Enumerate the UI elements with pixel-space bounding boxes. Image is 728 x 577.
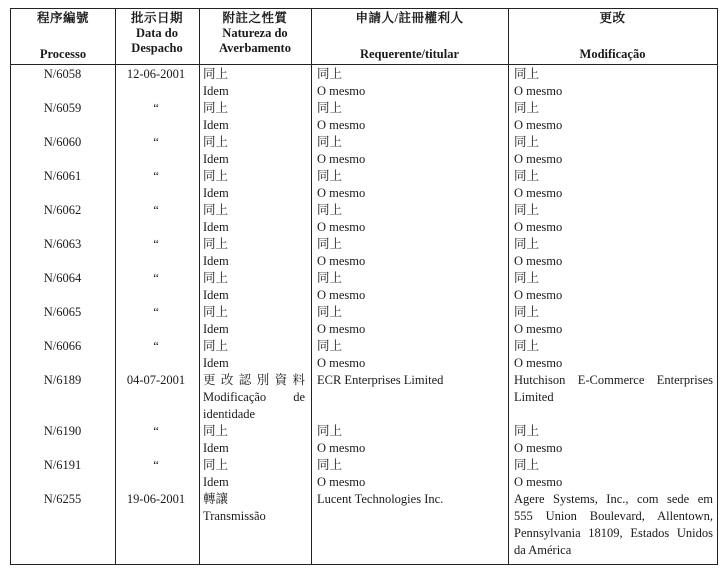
data-despacho-cell: “	[153, 458, 159, 472]
natureza-cell-line: 更改認別資料	[203, 373, 305, 387]
requerente-cell-line: O mesmo	[317, 118, 366, 132]
natureza-cell	[203, 338, 305, 372]
modificacao-cell-line: 同上	[514, 237, 540, 251]
requerente-cell-line: O mesmo	[317, 322, 366, 336]
natureza-cell-line: Transmissão	[203, 509, 266, 523]
processo-cell: N/6066	[43, 339, 82, 353]
table-row	[11, 270, 717, 304]
header-processo-zh: 程序編號	[36, 11, 89, 25]
modificacao-cell-line: O mesmo	[514, 322, 563, 336]
header-requerente-pt: Requerente/titular	[359, 47, 460, 61]
requerente-cell	[317, 134, 503, 168]
modificacao-cell	[514, 491, 713, 559]
requerente-cell-line: 同上	[317, 458, 343, 472]
requerente-cell-line: O mesmo	[317, 186, 366, 200]
data-despacho-cell: “	[153, 271, 159, 285]
modificacao-cell	[514, 338, 713, 372]
requerente-cell	[317, 338, 503, 372]
modificacao-cell-line: 同上	[514, 305, 540, 319]
requerente-cell-line: 同上	[317, 305, 343, 319]
data-despacho-cell: “	[153, 424, 159, 438]
natureza-cell-line: 同上	[203, 339, 229, 353]
table-row	[11, 372, 717, 423]
requerente-cell	[317, 423, 503, 457]
table-row	[11, 457, 717, 491]
data-despacho-cell: 12-06-2001	[126, 67, 186, 81]
natureza-cell-line: Idem	[203, 475, 229, 489]
processo-cell: N/6062	[43, 203, 82, 217]
modificacao-cell	[514, 304, 713, 338]
processo-cell: N/6058	[43, 67, 82, 81]
modificacao-cell-line: Hutchison E-Commerce Enterprises	[514, 373, 713, 387]
table-row	[11, 338, 717, 372]
natureza-cell-line: 同上	[203, 135, 229, 149]
data-despacho-cell: “	[153, 237, 159, 251]
header-modificacao	[508, 9, 717, 64]
natureza-cell-line: 同上	[203, 271, 229, 285]
modificacao-cell	[514, 134, 713, 168]
modificacao-cell-line: O mesmo	[514, 254, 563, 268]
requerente-cell-line: 同上	[317, 135, 343, 149]
data-despacho-cell: “	[153, 101, 159, 115]
modificacao-cell	[514, 423, 713, 457]
modificacao-cell-line: 同上	[514, 67, 540, 81]
requerente-cell	[317, 372, 503, 389]
natureza-cell-line: Idem	[203, 220, 229, 234]
table-row	[11, 491, 717, 559]
requerente-cell	[317, 66, 503, 100]
requerente-cell-line: 同上	[317, 203, 343, 217]
modificacao-cell-line: O mesmo	[514, 152, 563, 166]
table-row	[11, 423, 717, 457]
requerente-cell-line: 同上	[317, 101, 343, 115]
requerente-cell-line: O mesmo	[317, 84, 366, 98]
requerente-cell	[317, 168, 503, 202]
data-despacho-cell: 19-06-2001	[126, 492, 186, 506]
natureza-cell-line: 同上	[203, 424, 229, 438]
natureza-cell-line: identidade	[203, 407, 256, 421]
requerente-cell-line: 同上	[317, 237, 343, 251]
natureza-cell	[203, 168, 305, 202]
modificacao-cell	[514, 372, 713, 406]
requerente-cell-line: O mesmo	[317, 288, 366, 302]
natureza-cell-line: Idem	[203, 152, 229, 166]
processo-cell: N/6065	[43, 305, 82, 319]
modificacao-cell	[514, 66, 713, 100]
modificacao-cell-line: O mesmo	[514, 84, 563, 98]
modificacao-cell	[514, 100, 713, 134]
modificacao-cell-line: 同上	[514, 203, 540, 217]
processo-cell: N/6059	[43, 101, 82, 115]
header-data	[115, 9, 199, 64]
data-despacho-cell: “	[153, 339, 159, 353]
natureza-cell	[203, 202, 305, 236]
requerente-cell-line: 同上	[317, 339, 343, 353]
requerente-cell-line: 同上	[317, 169, 343, 183]
requerente-cell-line: 同上	[317, 67, 343, 81]
processo-cell: N/6191	[43, 458, 82, 472]
requerente-cell-line: O mesmo	[317, 254, 366, 268]
natureza-cell	[203, 66, 305, 100]
modificacao-cell-line: O mesmo	[514, 118, 563, 132]
natureza-cell-line: Idem	[203, 288, 229, 302]
modificacao-cell-line: O mesmo	[514, 441, 563, 455]
natureza-cell	[203, 304, 305, 338]
natureza-cell	[203, 134, 305, 168]
natureza-cell	[203, 100, 305, 134]
header-processo-pt: Processo	[39, 47, 87, 61]
natureza-cell	[203, 372, 305, 423]
requerente-cell	[317, 100, 503, 134]
modificacao-cell-line: O mesmo	[514, 220, 563, 234]
natureza-cell-line: 同上	[203, 67, 229, 81]
header-requerente	[311, 9, 508, 64]
modificacao-cell-line: 同上	[514, 271, 540, 285]
table-row	[11, 134, 717, 168]
modificacao-cell	[514, 236, 713, 270]
natureza-cell	[203, 236, 305, 270]
natureza-cell-line: 同上	[203, 305, 229, 319]
natureza-cell-line: Idem	[203, 118, 229, 132]
modificacao-cell-line: Limited	[514, 390, 554, 404]
modificacao-cell-line: 同上	[514, 101, 540, 115]
requerente-cell-line: ECR Enterprises Limited	[317, 373, 444, 387]
processo-cell: N/6190	[43, 424, 82, 438]
requerente-cell-line: O mesmo	[317, 441, 366, 455]
modificacao-cell	[514, 457, 713, 491]
modificacao-cell-line: Agere Systems, Inc., com sede em	[514, 492, 713, 506]
table-row	[11, 66, 717, 100]
header-divider	[11, 64, 717, 65]
registry-table	[10, 8, 718, 565]
requerente-cell-line: Lucent Technologies Inc.	[317, 492, 444, 506]
header-natureza-zh: 附註之性質	[222, 11, 288, 25]
natureza-cell-line: Modificação de	[203, 390, 305, 404]
natureza-cell-line: Idem	[203, 254, 229, 268]
table-row	[11, 100, 717, 134]
natureza-cell-line: 同上	[203, 203, 229, 217]
header-data-pt-1: Data do	[135, 26, 179, 40]
header-natureza-pt-2: Averbamento	[219, 41, 291, 55]
modificacao-cell-line: O mesmo	[514, 186, 563, 200]
header-requerente-zh: 申請人/註冊權利人	[355, 11, 464, 25]
header-data-pt-2: Despacho	[131, 41, 183, 55]
natureza-cell-line: 同上	[203, 169, 229, 183]
requerente-cell-line: 同上	[317, 424, 343, 438]
modificacao-cell	[514, 168, 713, 202]
natureza-cell-line: Idem	[203, 356, 229, 370]
requerente-cell-line: 同上	[317, 271, 343, 285]
modificacao-cell-line: da América	[514, 543, 572, 557]
natureza-cell	[203, 270, 305, 304]
data-despacho-cell: “	[153, 169, 159, 183]
modificacao-cell-line: 同上	[514, 135, 540, 149]
requerente-cell	[317, 270, 503, 304]
modificacao-cell-line: O mesmo	[514, 356, 563, 370]
modificacao-cell-line: 同上	[514, 458, 540, 472]
modificacao-cell-line: O mesmo	[514, 475, 563, 489]
natureza-cell-line: 同上	[203, 101, 229, 115]
requerente-cell-line: O mesmo	[317, 220, 366, 234]
natureza-cell-line: Idem	[203, 322, 229, 336]
modificacao-cell	[514, 270, 713, 304]
natureza-cell-line: Idem	[203, 84, 229, 98]
processo-cell: N/6061	[43, 169, 82, 183]
natureza-cell	[203, 457, 305, 491]
requerente-cell-line: O mesmo	[317, 475, 366, 489]
header-modificacao-pt: Modificação	[579, 47, 646, 61]
natureza-cell-line: 同上	[203, 458, 229, 472]
header-natureza	[199, 9, 311, 64]
data-despacho-cell: 04-07-2001	[126, 373, 186, 387]
natureza-cell-line: 同上	[203, 237, 229, 251]
table-row	[11, 304, 717, 338]
processo-cell: N/6189	[43, 373, 82, 387]
header-processo	[11, 9, 115, 64]
modificacao-cell	[514, 202, 713, 236]
table-row	[11, 236, 717, 270]
modificacao-cell-line: 同上	[514, 169, 540, 183]
requerente-cell-line: O mesmo	[317, 152, 366, 166]
natureza-cell-line: 轉讓	[203, 492, 229, 506]
natureza-cell-line: Idem	[203, 186, 229, 200]
table-row	[11, 168, 717, 202]
data-despacho-cell: “	[153, 135, 159, 149]
data-despacho-cell: “	[153, 203, 159, 217]
modificacao-cell-line: 同上	[514, 339, 540, 353]
header-modificacao-zh: 更改	[599, 11, 626, 25]
modificacao-cell-line: 同上	[514, 424, 540, 438]
table-body	[11, 66, 717, 559]
requerente-cell	[317, 304, 503, 338]
natureza-cell	[203, 491, 305, 525]
processo-cell: N/6255	[43, 492, 82, 506]
natureza-cell-line: Idem	[203, 441, 229, 455]
requerente-cell	[317, 202, 503, 236]
requerente-cell	[317, 236, 503, 270]
header-data-zh: 批示日期	[130, 11, 183, 25]
requerente-cell	[317, 457, 503, 491]
header-natureza-pt-1: Natureza do	[222, 26, 288, 40]
table-row	[11, 202, 717, 236]
processo-cell: N/6060	[43, 135, 82, 149]
requerente-cell	[317, 491, 503, 508]
modificacao-cell-line: O mesmo	[514, 288, 563, 302]
modificacao-cell-line: Pennsylvania 18109, Estados Unidos	[514, 526, 713, 540]
data-despacho-cell: “	[153, 305, 159, 319]
processo-cell: N/6063	[43, 237, 82, 251]
processo-cell: N/6064	[43, 271, 82, 285]
modificacao-cell-line: 555 Union Boulevard, Allentown,	[514, 509, 713, 523]
requerente-cell-line: O mesmo	[317, 356, 366, 370]
natureza-cell	[203, 423, 305, 457]
